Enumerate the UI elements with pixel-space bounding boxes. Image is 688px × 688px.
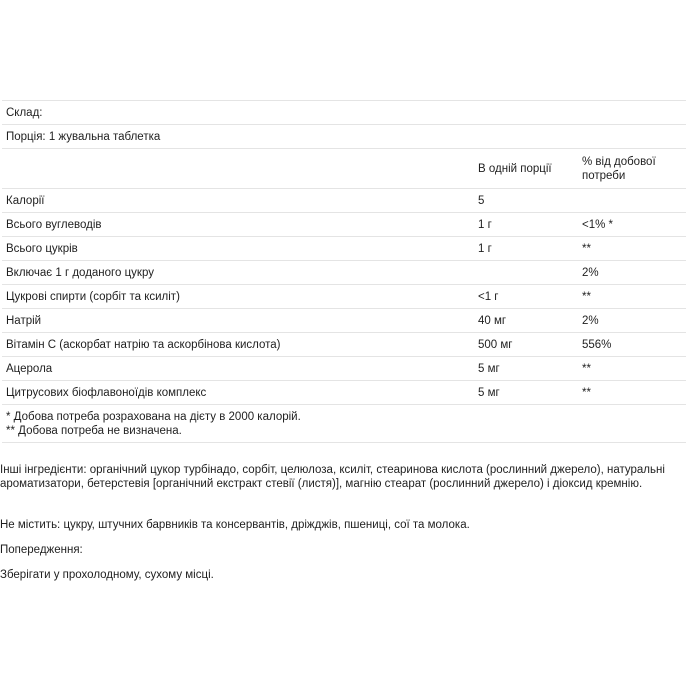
nutrient-dv: 2% xyxy=(582,266,599,279)
nutrient-amount: <1 г xyxy=(478,290,499,303)
nutrient-dv: <1% * xyxy=(582,218,614,231)
nutrient-amount: 40 мг xyxy=(478,314,507,327)
nutrient-amount: 1 г xyxy=(478,242,492,255)
nutrient-amount: 5 мг xyxy=(478,362,500,375)
composition-row xyxy=(2,101,686,125)
nutrient-name: Вітамін С (аскорбат натрію та аскорбінова кислота) xyxy=(6,338,281,351)
nutrient-name: Ацерола xyxy=(6,362,53,375)
nutrient-dv: 2% xyxy=(582,314,599,327)
nutrient-dv: ** xyxy=(582,290,591,303)
table-row xyxy=(2,189,686,213)
nutrient-amount: 500 мг xyxy=(478,338,513,351)
table-row xyxy=(2,357,686,381)
table-row xyxy=(2,285,686,309)
serving-row xyxy=(2,125,686,149)
nutrient-dv: ** xyxy=(582,386,591,399)
nutrient-dv: ** xyxy=(582,242,591,255)
footnotes xyxy=(2,405,686,443)
nutrient-amount: 5 xyxy=(478,194,485,207)
table-row xyxy=(2,237,686,261)
header-daily-value: % від добової потреби xyxy=(582,155,656,182)
table-row xyxy=(2,261,686,285)
composition-label: Склад: xyxy=(6,106,43,119)
table-row xyxy=(2,381,686,405)
nutrient-name: Включає 1 г доданого цукру xyxy=(6,266,154,279)
free-from-statement: Не містить: цукру, штучних барвників та консервантів, дріжджів, пшениці, сої та молока. xyxy=(0,519,470,531)
nutrient-dv: ** xyxy=(582,362,591,375)
nutrient-name: Всього вуглеводів xyxy=(6,218,102,231)
storage-instructions: Зберігати у прохолодному, сухому місці. xyxy=(0,569,214,581)
serving-size: Порція: 1 жувальна таблетка xyxy=(6,130,161,143)
nutrient-name: Калорії xyxy=(6,194,45,207)
footnote-daily-value: * Добова потреба розрахована на дієту в 2000 калорій. xyxy=(6,411,301,423)
nutrient-name: Цитрусових біофлавоноїдів комплекс xyxy=(6,386,207,399)
nutrient-amount: 1 г xyxy=(478,218,492,231)
nutrient-name: Натрій xyxy=(6,314,42,327)
table-row xyxy=(2,213,686,237)
warnings-label: Попередження: xyxy=(0,544,83,556)
footnote-not-established: ** Добова потреба не визначена. xyxy=(6,425,182,437)
nutrient-amount: 5 мг xyxy=(478,386,500,399)
table-row xyxy=(2,309,686,333)
table-header xyxy=(2,149,686,189)
nutrient-dv: 556% xyxy=(582,338,612,351)
header-amount: В одній порції xyxy=(478,162,552,175)
other-ingredients: Інші інгредієнти: органічний цукор турбінадо, сорбіт, целюлоза, ксиліт, стеаринова кислота (рослинний джерело), натуральні ароматизатори, бетерстевія [органічний екстракт стевії (листя)], магнію стеарат (рослинний джерело) і діоксид кремнію. xyxy=(0,464,665,490)
table-row xyxy=(2,333,686,357)
nutrient-name: Цукрові спирти (сорбіт та ксиліт) xyxy=(6,290,180,303)
nutrient-name: Всього цукрів xyxy=(6,242,78,255)
supplement-facts-table xyxy=(2,100,686,443)
